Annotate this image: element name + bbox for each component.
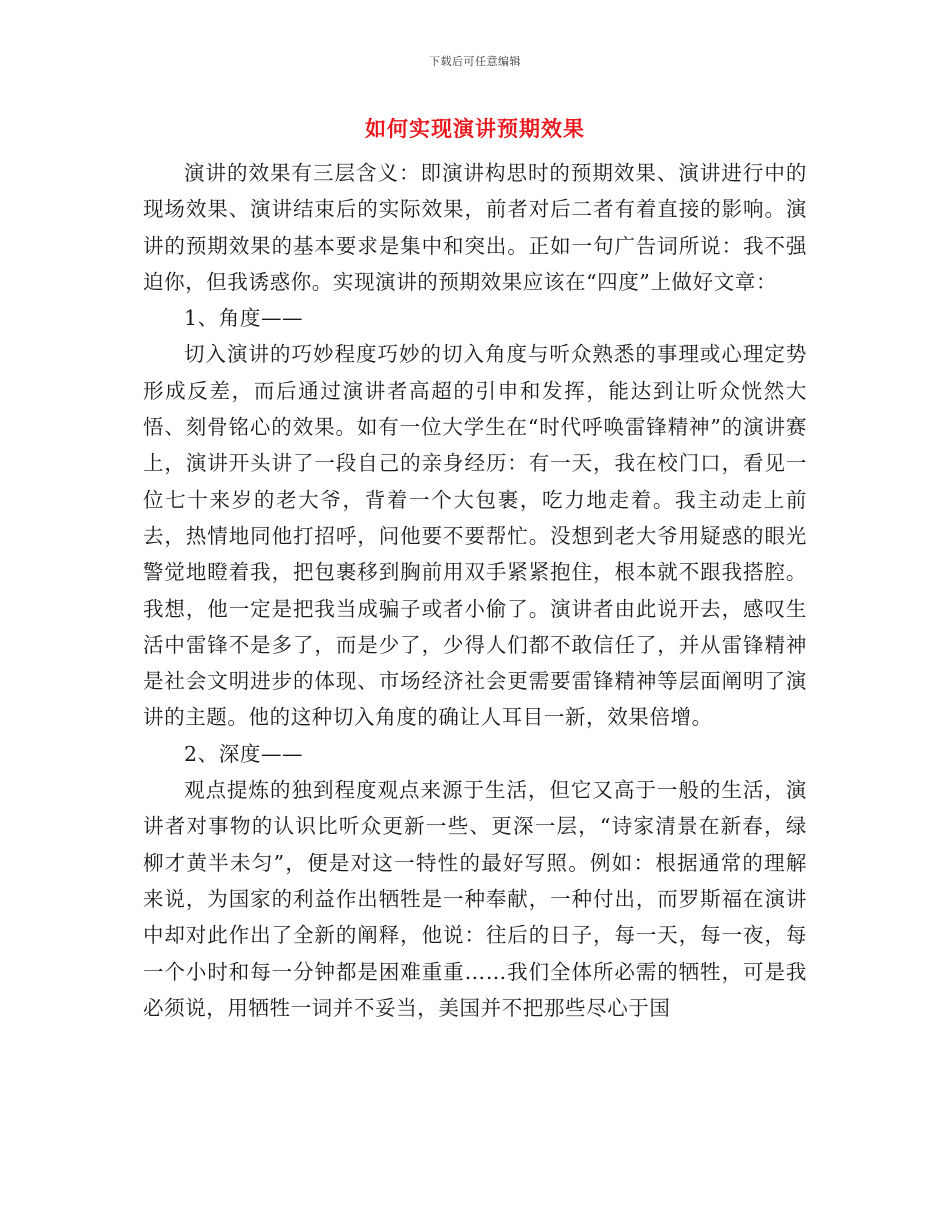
paragraph-intro: 演讲的效果有三层含义：即演讲构思时的预期效果、演讲进行中的现场效果、演讲结束后的实际效果，前者对后二者有着直接的影响。演讲的预期效果的基本要求是集中和突出。正如一句广告词所说：我不强迫你，但我诱惑你。实现演讲的预期效果应该在“四度”上做好文章： <box>143 161 807 294</box>
page-title: 如何实现演讲预期效果 <box>365 116 585 141</box>
section-heading-depth: 2、深度—— <box>184 741 304 766</box>
document-body <box>143 155 807 1026</box>
section-heading-angle: 1、角度—— <box>184 306 304 331</box>
header-note: 下载后可任意编辑 <box>429 55 521 68</box>
paragraph-depth: 观点提炼的独到程度观点来源于生活，但它又高于一般的生活，演讲者对事物的认识比听众更新一些、更深一层，“诗家清景在新春，绿柳才黄半未匀”，便是对这一特性的最好写照。例如：根据通常的理解来说，为国家的利益作出牺牲是一种奉献，一种付出，而罗斯福在演讲中却对此作出了全新的阐释，他说：往后的日子，每一天，每一夜，每一个小时和每一分钟都是困难重重……我们全体所必需的牺牲，可是我必须说，用牺牲一词并不妥当，美国并不把那些尽心于国 <box>143 778 807 1020</box>
paragraph-angle: 切入演讲的巧妙程度巧妙的切入角度与听众熟悉的事理或心理定势形成反差，而后通过演讲者高超的引申和发挥，能达到让听众恍然大悟、刻骨铭心的效果。如有一位大学生在“时代呼唤雷锋精神”的演讲赛上，演讲开头讲了一段自己的亲身经历：有一天，我在校门口，看见一位七十来岁的老大爷，背着一个大包裹，吃力地走着。我主动走上前去，热情地同他打招呼，问他要不要帮忙。没想到老大爷用疑惑的眼光警觉地瞪着我，把包裹移到胸前用双手紧紧抱住，根本就不跟我搭腔。我想，他一定是把我当成骗子或者小偷了。演讲者由此说开去，感叹生活中雷锋不是多了，而是少了，少得人们都不敢信任了，并从雷锋精神是社会文明进步的体现、市场经济社会更需要雷锋精神等层面阐明了演讲的主题。他的这种切入角度的确让人耳目一新，效果倍增。 <box>143 342 807 730</box>
